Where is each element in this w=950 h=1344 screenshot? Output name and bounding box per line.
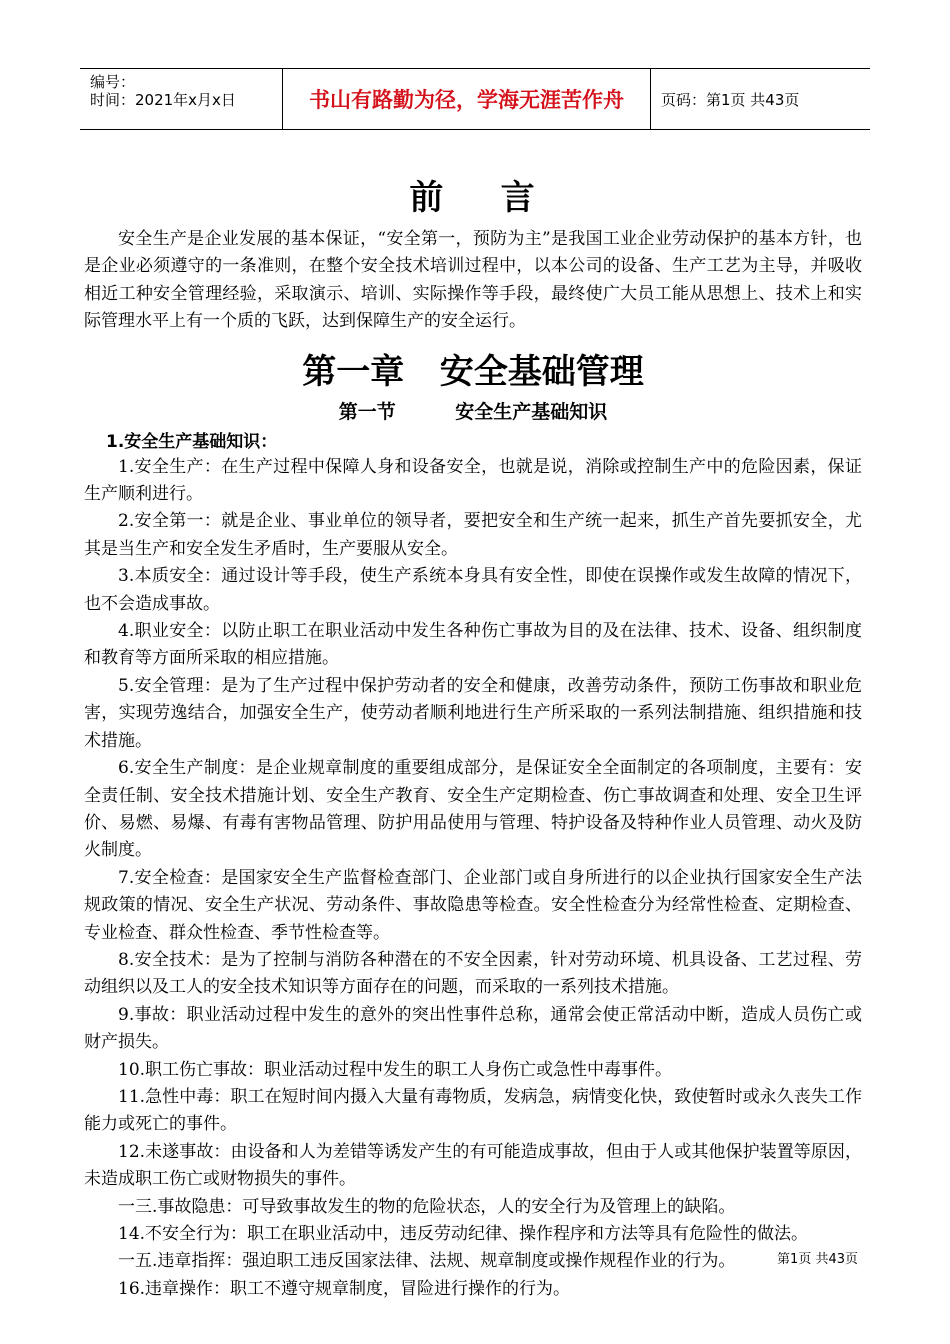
definition-paragraph: 4.职业安全：以防止职工在职业活动中发生各种伤亡事故为目的及在法律、技术、设备、组织制度和教育等方面所采取的相应措施。 bbox=[84, 621, 862, 669]
definition-paragraph: 一五.违章指挥：强迫职工违反国家法律、法规、规章制度或操作规程作业的行为。 bbox=[118, 1251, 736, 1272]
definition-paragraph: 11.急性中毒：职工在短时间内摄入大量有毒物质，发病急，病情变化快，致使暂时或永久丧失工作能力或死亡的事件。 bbox=[84, 1086, 862, 1135]
section-title: 第一节 安全生产基础知识 bbox=[338, 400, 608, 423]
document-body bbox=[84, 170, 862, 1303]
header-motto: 书山有路勤为径，学海无涯苦作舟 bbox=[283, 69, 651, 129]
definition-paragraph: 12.未遂事故：由设备和人为差错等诱发产生的有可能造成事故，但由于人或其他保护装置等原因，未造成职工伤亡或财物损失的事件。 bbox=[84, 1141, 862, 1190]
header-page-number: 页码：第1页 共43页 bbox=[661, 90, 800, 109]
definition-paragraph: 3.本质安全：通过设计等手段，使生产系统本身具有安全性，即使在误操作或发生故障的情况下，也不会造成事故。 bbox=[84, 566, 862, 614]
definition-paragraph: 一三.事故隐患：可导致事故发生的物的危险状态，人的安全行为及管理上的缺陷。 bbox=[118, 1196, 736, 1217]
chapter-title: 第一章 安全基础管理 bbox=[302, 351, 644, 392]
definition-paragraph: 9.事故：职业活动过程中发生的意外的突出性事件总称，通常会使正常活动中断，造成人员伤亡或财产损失。 bbox=[84, 1004, 862, 1053]
preface-paragraph: 安全生产是企业发展的基本保证，“安全第一，预防为主”是我国工业企业劳动保护的基本方针，也是企业必须遵守的一条准则，在整个安全技术培训过程中，以本公司的设备、生产工艺为主导，并吸收相近工种安全管理经验，采取演示、培训、实际操作等手段，最终使广大员工能从思想上、技术上和实际管理水平上有一个质的飞跃，达到保障生产的安全运行。 bbox=[84, 229, 862, 332]
page-header bbox=[80, 68, 870, 130]
definition-paragraph: 1.安全生产：在生产过程中保障人身和设备安全，也就是说，消除或控制生产中的危险因素，保证生产顺利进行。 bbox=[84, 456, 862, 505]
document-date: 时间：2021年x月x日 bbox=[90, 91, 236, 109]
document-number: 编号： bbox=[90, 73, 136, 91]
definition-paragraph: 10.职工伤亡事故：职业活动过程中发生的职工人身伤亡或急性中毒事件。 bbox=[118, 1059, 673, 1080]
page-footer: 第1页 共43页 bbox=[777, 1252, 858, 1267]
header-meta bbox=[80, 69, 283, 129]
definition-paragraph: 8.安全技术：是为了控制与消防各种潜在的不安全因素，针对劳动环境、机具设备、工艺过程、劳动组织以及工人的安全技术知识等方面存在的问题，而采取的一系列技术措施。 bbox=[84, 949, 862, 998]
definition-paragraph: 2.安全第一：就是企业、事业单位的领导者，要把安全和生产统一起来，抓生产首先要抓安全，尤其是当生产和安全发生矛盾时，生产要服从安全。 bbox=[84, 511, 862, 559]
subsection-title: 1.安全生产基础知识： bbox=[106, 431, 278, 452]
definition-paragraph: 7.安全检查：是国家安全生产监督检查部门、企业部门或自身所进行的以企业执行国家安全生产法规政策的情况、安全生产状况、劳动条件、事故隐患等检查。安全性检查分为经常性检查、定期检查、专业检查、群众性检查、季节性检查等。 bbox=[84, 867, 862, 943]
definition-paragraph: 5.安全管理：是为了生产过程中保护劳动者的安全和健康，改善劳动条件，预防工伤事故和职业危害，实现劳逸结合，加强安全生产，使劳动者顺利地进行生产所采取的一系列法制措施、组织措施和技术措施。 bbox=[84, 675, 862, 751]
definition-paragraph: 14.不安全行为：职工在职业活动中，违反劳动纪律、操作程序和方法等具有危险性的做法。 bbox=[118, 1224, 809, 1244]
definition-paragraph: 16.违章操作：职工不遵守规章制度，冒险进行操作的行为。 bbox=[118, 1278, 571, 1299]
definition-paragraph: 6.安全生产制度：是企业规章制度的重要组成部分，是保证安全全面制定的各项制度，主要有：安全责任制、安全技术措施计划、安全生产教育、安全生产定期检查、伤亡事故调查和处理、安全卫生评价、易燃、易爆、有毒有害物品管理、防护用品使用与管理、特护设备及特种作业人员管理、动火及防火制度。 bbox=[84, 758, 862, 861]
preface-title: 前 言 bbox=[409, 178, 537, 218]
